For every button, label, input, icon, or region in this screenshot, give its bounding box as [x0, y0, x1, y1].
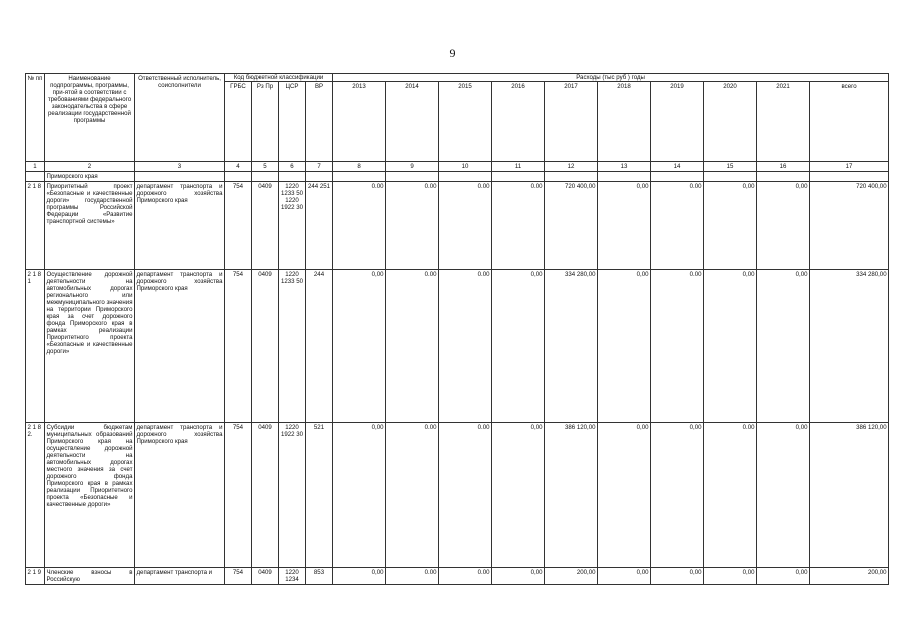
row-value: 0.00	[651, 182, 704, 270]
column-index: 13	[598, 162, 651, 172]
row-name: Членские взносы в Российскую	[46, 569, 133, 583]
col-header-total: всего	[810, 82, 889, 162]
row-value: 0.00	[386, 270, 439, 423]
row-value: 0,00	[598, 182, 651, 270]
row-rzpr: 0409	[252, 182, 279, 270]
row-value: 200,00	[545, 568, 598, 585]
row-value: 0,00	[651, 568, 704, 585]
row-vr: 244	[306, 270, 333, 423]
row-value: 0,00	[598, 568, 651, 585]
row-rzpr: 0409	[252, 423, 279, 568]
row-vr: 244 251	[306, 182, 333, 270]
row-value: 0.00	[439, 568, 492, 585]
col-header-year: 2020	[704, 82, 757, 162]
col-header-grbs: ГРБС	[225, 82, 252, 162]
column-index-row	[26, 162, 889, 172]
column-index: 1	[26, 162, 45, 172]
row-total: 386 120,00	[810, 423, 889, 568]
col-header-year: 2019	[651, 82, 704, 162]
column-index: 2	[45, 162, 135, 172]
row-grbs: 754	[225, 270, 252, 423]
col-header-budget-code-group: Код бюджетной классификации	[225, 74, 333, 82]
column-index: 15	[704, 162, 757, 172]
column-index: 5	[252, 162, 279, 172]
row-number: 2 1 8 2.	[26, 423, 45, 568]
column-index: 12	[545, 162, 598, 172]
row-total: 720 400,00	[810, 182, 889, 270]
col-header-name: Наименование подпрограммы, программы, при-ятой в соответствии с требованиями федерального законодательства в сфере реализации государственной программы	[45, 74, 135, 162]
row-value: 0,00	[598, 270, 651, 423]
column-index: 17	[810, 162, 889, 172]
row-vr: 853	[306, 568, 333, 585]
col-header-expenses-group: Расходы (тыс руб ) годы	[333, 74, 889, 82]
column-index: 14	[651, 162, 704, 172]
col-header-year: 2014	[386, 82, 439, 162]
row-grbs: 754	[225, 182, 252, 270]
col-header-year: 2021	[757, 82, 810, 162]
row-value: 0.00	[333, 182, 386, 270]
row-value: 0,00	[757, 182, 810, 270]
column-index: 7	[306, 162, 333, 172]
table-body	[26, 172, 889, 585]
row-value: 0.00	[704, 423, 757, 568]
row-grbs: 754	[225, 423, 252, 568]
carry-over-row	[26, 172, 889, 182]
row-executor: департамент транспорта и	[135, 568, 225, 585]
row-csr: 1220 1922 30	[279, 423, 306, 568]
row-value: 0.00	[439, 270, 492, 423]
col-header-rzpr: Рз Пр	[252, 82, 279, 162]
col-header-vr: ВР	[306, 82, 333, 162]
col-header-year: 2017	[545, 82, 598, 162]
column-index: 6	[279, 162, 306, 172]
row-value: 0,00	[492, 423, 545, 568]
row-rzpr: 0409	[252, 270, 279, 423]
row-total: 334 280,00	[810, 270, 889, 423]
table-row	[26, 568, 889, 585]
column-index: 8	[333, 162, 386, 172]
row-rzpr: 0409	[252, 568, 279, 585]
col-header-year: 2018	[598, 82, 651, 162]
col-header-year: 2015	[439, 82, 492, 162]
row-value: 0,00	[492, 568, 545, 585]
row-vr: 521	[306, 423, 333, 568]
column-index: 10	[439, 162, 492, 172]
row-value: 0,00	[333, 568, 386, 585]
row-number: 2 1 8 1	[26, 270, 45, 423]
row-name: Субсидии бюджетам муниципальных образований Приморского края на осуществление дорожной деятельности на автомобильных дорогах местного значения за счет дорожного фонда Приморского края в рамках реализации Приоритетного проекта «Безопасные и качественные дороги»	[45, 423, 135, 568]
row-value: 386 120,00	[545, 423, 598, 568]
column-index: 11	[492, 162, 545, 172]
row-executor: департамент транспорта и дорожного хозяйства Приморского края	[135, 423, 225, 568]
row-value: 0,00	[757, 270, 810, 423]
row-name: Осуществление дорожной деятельности на автомобильных дорогах регионального или межмуниципального значения на территории Приморского края за счет дорожного фонда Приморского края в рамках реализации Приоритетного проекта «Безопасные и качественные дороги»	[45, 270, 135, 423]
page-number: 9	[449, 46, 456, 60]
row-value: 334 280,00	[545, 270, 598, 423]
row-value: 0,00	[757, 423, 810, 568]
row-value: 0,00	[333, 423, 386, 568]
budget-table	[25, 73, 889, 585]
row-csr: 1220 1233 50 1220 1922 30	[279, 182, 306, 270]
column-index: 9	[386, 162, 439, 172]
col-header-no: № пп	[26, 74, 45, 162]
table-row	[26, 182, 889, 270]
col-header-csr: ЦСР	[279, 82, 306, 162]
table-row	[26, 270, 889, 423]
carry-over-text: Приморского края	[45, 172, 135, 182]
row-value: 0,00	[651, 423, 704, 568]
row-total: 200,00	[810, 568, 889, 585]
row-value: 0,00	[704, 270, 757, 423]
row-name: Приоритетный проект «Безопасные и качественные дороги» государственной программы Российской Федерации «Развитие транспортной системы»	[45, 182, 135, 270]
column-index: 3	[135, 162, 225, 172]
column-index: 4	[225, 162, 252, 172]
row-number: 2 1 8	[26, 182, 45, 270]
row-value: 0,00	[333, 270, 386, 423]
row-csr: 1220 1233 50	[279, 270, 306, 423]
column-index: 16	[757, 162, 810, 172]
row-value: 0.00	[439, 423, 492, 568]
col-header-year: 2016	[492, 82, 545, 162]
col-header-executor: Ответственный исполнитель, соисполнители	[135, 74, 225, 162]
row-value: 0,00	[704, 182, 757, 270]
row-value: 0,00	[704, 568, 757, 585]
row-value: 0,00	[757, 568, 810, 585]
row-value: 0.00	[386, 423, 439, 568]
row-value: 0,00	[492, 270, 545, 423]
row-executor: департамент транспорта и дорожного хозяйства Приморского края	[135, 270, 225, 423]
row-value: 0.00	[386, 182, 439, 270]
table-row	[26, 423, 889, 568]
row-value: 0.00	[386, 568, 439, 585]
row-grbs: 754	[225, 568, 252, 585]
row-executor: департамент транспорта и дорожного хозяйства Приморского края	[135, 182, 225, 270]
col-header-year: 2013	[333, 82, 386, 162]
row-value: 720 400,00	[545, 182, 598, 270]
row-value: 0.00	[492, 182, 545, 270]
table-header	[26, 74, 889, 172]
row-value: 0.00	[651, 270, 704, 423]
row-value: 0.00	[439, 182, 492, 270]
row-number: 2 1 9	[26, 568, 45, 585]
row-value: 0,00	[598, 423, 651, 568]
row-csr: 1220 1234	[279, 568, 306, 585]
